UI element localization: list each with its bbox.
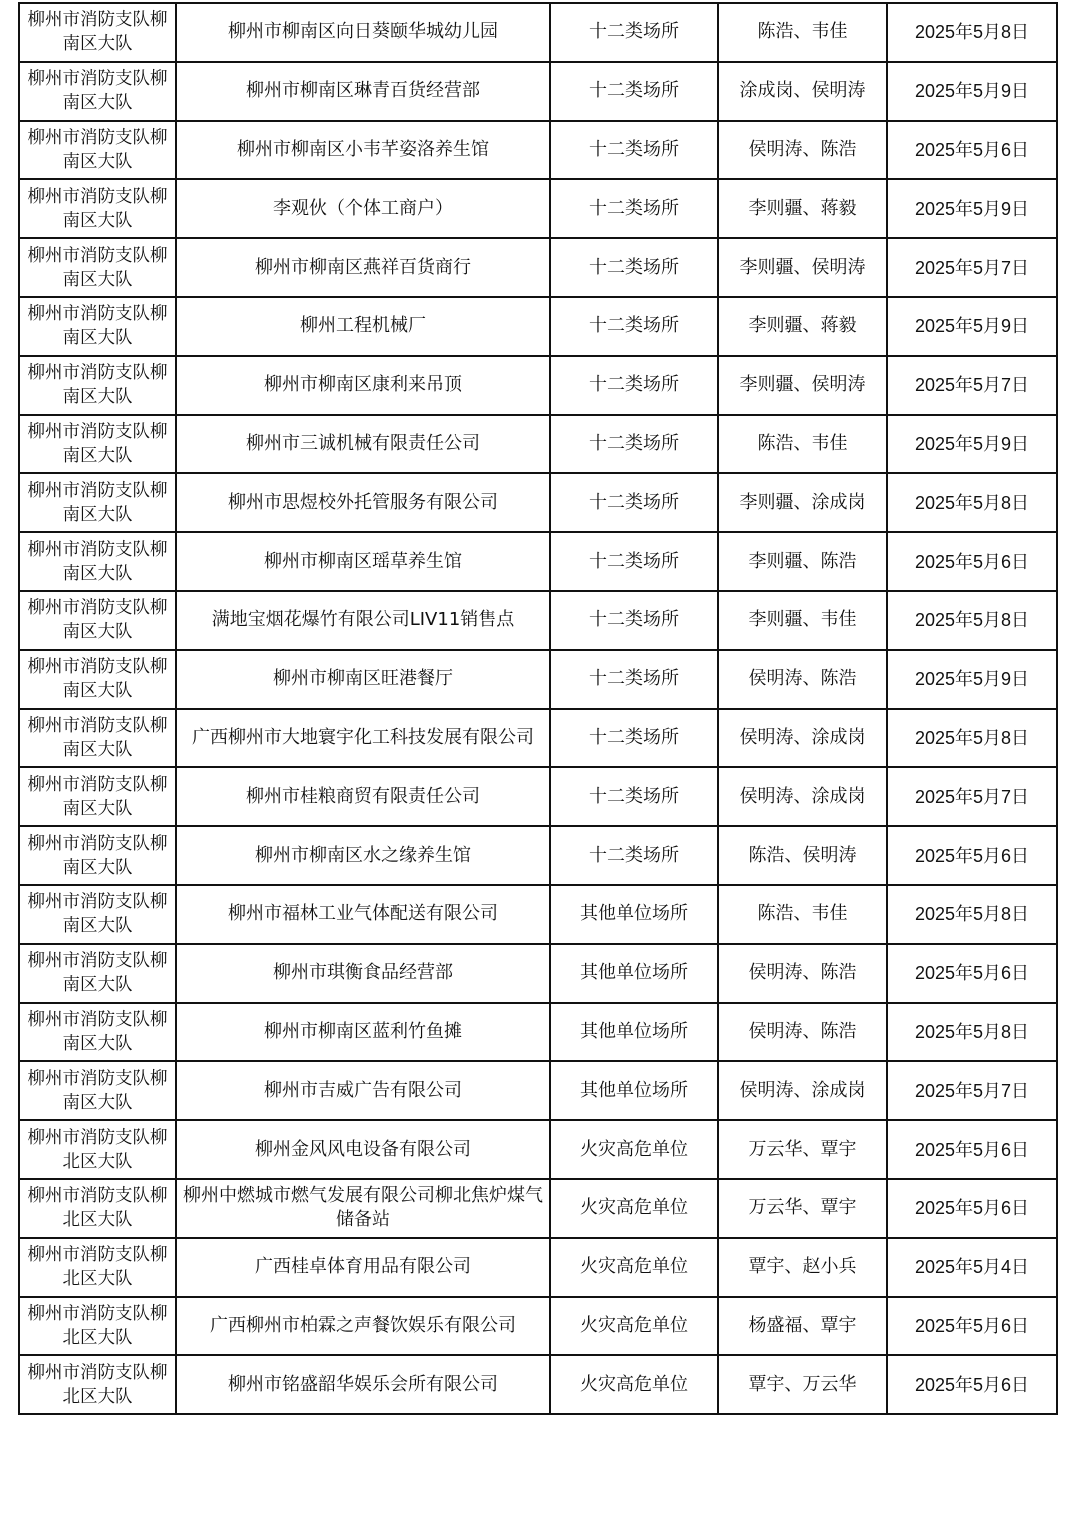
place-name-cell: 柳州市柳南区琳青百货经营部 (176, 62, 550, 121)
date-cell: 2025年5月6日 (887, 1355, 1057, 1414)
unit-cell: 柳州市消防支队柳南区大队 (19, 121, 176, 180)
category-cell: 十二类场所 (550, 62, 718, 121)
category-cell: 十二类场所 (550, 3, 718, 62)
table-row (19, 1179, 1057, 1238)
place-name-cell: 柳州工程机械厂 (176, 297, 550, 356)
unit-cell: 柳州市消防支队柳南区大队 (19, 1003, 176, 1062)
inspectors-cell: 李则疆、蒋毅 (718, 297, 887, 356)
place-name-cell: 柳州市柳南区蓝利竹鱼摊 (176, 1003, 550, 1062)
table-row (19, 1355, 1057, 1414)
place-name-cell: 柳州市桂粮商贸有限责任公司 (176, 767, 550, 826)
table-row (19, 767, 1057, 826)
place-name-cell: 李观伙（个体工商户） (176, 179, 550, 238)
table-row (19, 121, 1057, 180)
inspectors-cell: 侯明涛、涂成岗 (718, 767, 887, 826)
unit-cell: 柳州市消防支队柳南区大队 (19, 944, 176, 1003)
inspectors-cell: 陈浩、韦佳 (718, 415, 887, 474)
unit-cell: 柳州市消防支队柳南区大队 (19, 591, 176, 650)
table-row (19, 179, 1057, 238)
table-row (19, 944, 1057, 1003)
category-cell: 其他单位场所 (550, 1061, 718, 1120)
date-cell: 2025年5月9日 (887, 62, 1057, 121)
table-row (19, 62, 1057, 121)
table-row (19, 885, 1057, 944)
place-name-cell: 柳州中燃城市燃气发展有限公司柳北焦炉煤气储备站 (176, 1179, 550, 1238)
category-cell: 十二类场所 (550, 532, 718, 591)
date-cell: 2025年5月8日 (887, 1003, 1057, 1062)
date-cell: 2025年5月6日 (887, 1120, 1057, 1179)
inspectors-cell: 侯明涛、涂成岗 (718, 709, 887, 768)
place-name-cell: 柳州市思煜校外托管服务有限公司 (176, 473, 550, 532)
place-name-cell: 柳州市柳南区燕祥百货商行 (176, 238, 550, 297)
unit-cell: 柳州市消防支队柳南区大队 (19, 238, 176, 297)
inspectors-cell: 覃宇、赵小兵 (718, 1238, 887, 1297)
place-name-cell: 柳州金风风电设备有限公司 (176, 1120, 550, 1179)
date-cell: 2025年5月8日 (887, 709, 1057, 768)
table-row (19, 591, 1057, 650)
place-name-cell: 广西柳州市大地寰宇化工科技发展有限公司 (176, 709, 550, 768)
date-cell: 2025年5月9日 (887, 297, 1057, 356)
table-row (19, 238, 1057, 297)
category-cell: 火灾高危单位 (550, 1355, 718, 1414)
table-row (19, 1061, 1057, 1120)
place-name-cell: 广西柳州市柏霖之声餐饮娱乐有限公司 (176, 1297, 550, 1356)
inspectors-cell: 涂成岗、侯明涛 (718, 62, 887, 121)
inspectors-cell: 侯明涛、陈浩 (718, 944, 887, 1003)
date-cell: 2025年5月7日 (887, 356, 1057, 415)
place-name-cell: 柳州市福林工业气体配送有限公司 (176, 885, 550, 944)
place-name-cell: 广西桂卓体育用品有限公司 (176, 1238, 550, 1297)
unit-cell: 柳州市消防支队柳南区大队 (19, 709, 176, 768)
date-cell: 2025年5月6日 (887, 121, 1057, 180)
category-cell: 十二类场所 (550, 591, 718, 650)
category-cell: 十二类场所 (550, 179, 718, 238)
unit-cell: 柳州市消防支队柳南区大队 (19, 297, 176, 356)
table-row (19, 650, 1057, 709)
table-row (19, 356, 1057, 415)
category-cell: 十二类场所 (550, 415, 718, 474)
category-cell: 十二类场所 (550, 767, 718, 826)
table-row (19, 826, 1057, 885)
inspectors-cell: 李则疆、陈浩 (718, 532, 887, 591)
date-cell: 2025年5月6日 (887, 826, 1057, 885)
inspectors-cell: 覃宇、万云华 (718, 1355, 887, 1414)
category-cell: 十二类场所 (550, 650, 718, 709)
table-row (19, 532, 1057, 591)
table-row (19, 1297, 1057, 1356)
category-cell: 十二类场所 (550, 297, 718, 356)
table-row (19, 709, 1057, 768)
date-cell: 2025年5月6日 (887, 944, 1057, 1003)
inspectors-cell: 万云华、覃宇 (718, 1179, 887, 1238)
unit-cell: 柳州市消防支队柳南区大队 (19, 356, 176, 415)
place-name-cell: 柳州市三诚机械有限责任公司 (176, 415, 550, 474)
unit-cell: 柳州市消防支队柳北区大队 (19, 1297, 176, 1356)
date-cell: 2025年5月6日 (887, 1179, 1057, 1238)
inspectors-cell: 李则疆、侯明涛 (718, 356, 887, 415)
place-name-cell: 满地宝烟花爆竹有限公司LIV11销售点 (176, 591, 550, 650)
inspectors-cell: 侯明涛、陈浩 (718, 1003, 887, 1062)
place-name-cell: 柳州市柳南区康利来吊顶 (176, 356, 550, 415)
unit-cell: 柳州市消防支队柳南区大队 (19, 826, 176, 885)
unit-cell: 柳州市消防支队柳南区大队 (19, 473, 176, 532)
place-name-cell: 柳州市铭盛韶华娱乐会所有限公司 (176, 1355, 550, 1414)
table-row (19, 1003, 1057, 1062)
date-cell: 2025年5月9日 (887, 650, 1057, 709)
category-cell: 其他单位场所 (550, 885, 718, 944)
unit-cell: 柳州市消防支队柳南区大队 (19, 650, 176, 709)
category-cell: 十二类场所 (550, 121, 718, 180)
category-cell: 十二类场所 (550, 826, 718, 885)
inspectors-cell: 侯明涛、陈浩 (718, 650, 887, 709)
place-name-cell: 柳州市柳南区向日葵颐华城幼儿园 (176, 3, 550, 62)
date-cell: 2025年5月9日 (887, 179, 1057, 238)
table-row (19, 1238, 1057, 1297)
category-cell: 十二类场所 (550, 709, 718, 768)
unit-cell: 柳州市消防支队柳北区大队 (19, 1238, 176, 1297)
inspectors-cell: 陈浩、韦佳 (718, 3, 887, 62)
table-row (19, 3, 1057, 62)
inspectors-cell: 侯明涛、陈浩 (718, 121, 887, 180)
date-cell: 2025年5月7日 (887, 767, 1057, 826)
date-cell: 2025年5月8日 (887, 591, 1057, 650)
place-name-cell: 柳州市吉威广告有限公司 (176, 1061, 550, 1120)
inspectors-cell: 李则疆、涂成岗 (718, 473, 887, 532)
unit-cell: 柳州市消防支队柳北区大队 (19, 1179, 176, 1238)
inspectors-cell: 侯明涛、涂成岗 (718, 1061, 887, 1120)
inspectors-cell: 杨盛福、覃宇 (718, 1297, 887, 1356)
unit-cell: 柳州市消防支队柳南区大队 (19, 1061, 176, 1120)
inspectors-cell: 陈浩、侯明涛 (718, 826, 887, 885)
place-name-cell: 柳州市柳南区小韦芊姿洛养生馆 (176, 121, 550, 180)
date-cell: 2025年5月6日 (887, 1297, 1057, 1356)
date-cell: 2025年5月4日 (887, 1238, 1057, 1297)
category-cell: 火灾高危单位 (550, 1120, 718, 1179)
unit-cell: 柳州市消防支队柳南区大队 (19, 3, 176, 62)
inspectors-cell: 李则疆、韦佳 (718, 591, 887, 650)
date-cell: 2025年5月8日 (887, 885, 1057, 944)
inspectors-cell: 陈浩、韦佳 (718, 885, 887, 944)
unit-cell: 柳州市消防支队柳南区大队 (19, 885, 176, 944)
unit-cell: 柳州市消防支队柳南区大队 (19, 532, 176, 591)
inspectors-cell: 李则疆、蒋毅 (718, 179, 887, 238)
unit-cell: 柳州市消防支队柳南区大队 (19, 415, 176, 474)
inspectors-cell: 李则疆、侯明涛 (718, 238, 887, 297)
unit-cell: 柳州市消防支队柳南区大队 (19, 62, 176, 121)
date-cell: 2025年5月8日 (887, 3, 1057, 62)
table-body (19, 3, 1057, 1414)
date-cell: 2025年5月8日 (887, 473, 1057, 532)
unit-cell: 柳州市消防支队柳北区大队 (19, 1355, 176, 1414)
category-cell: 十二类场所 (550, 473, 718, 532)
place-name-cell: 柳州市柳南区瑶草养生馆 (176, 532, 550, 591)
place-name-cell: 柳州市柳南区旺港餐厅 (176, 650, 550, 709)
table-row (19, 297, 1057, 356)
date-cell: 2025年5月9日 (887, 415, 1057, 474)
unit-cell: 柳州市消防支队柳南区大队 (19, 179, 176, 238)
unit-cell: 柳州市消防支队柳北区大队 (19, 1120, 176, 1179)
category-cell: 十二类场所 (550, 238, 718, 297)
date-cell: 2025年5月7日 (887, 238, 1057, 297)
place-name-cell: 柳州市琪衡食品经营部 (176, 944, 550, 1003)
category-cell: 火灾高危单位 (550, 1179, 718, 1238)
table-row (19, 1120, 1057, 1179)
inspection-table (18, 2, 1058, 1415)
date-cell: 2025年5月7日 (887, 1061, 1057, 1120)
table-row (19, 415, 1057, 474)
category-cell: 其他单位场所 (550, 944, 718, 1003)
table-row (19, 473, 1057, 532)
category-cell: 火灾高危单位 (550, 1238, 718, 1297)
category-cell: 十二类场所 (550, 356, 718, 415)
unit-cell: 柳州市消防支队柳南区大队 (19, 767, 176, 826)
category-cell: 其他单位场所 (550, 1003, 718, 1062)
category-cell: 火灾高危单位 (550, 1297, 718, 1356)
date-cell: 2025年5月6日 (887, 532, 1057, 591)
inspectors-cell: 万云华、覃宇 (718, 1120, 887, 1179)
place-name-cell: 柳州市柳南区水之缘养生馆 (176, 826, 550, 885)
